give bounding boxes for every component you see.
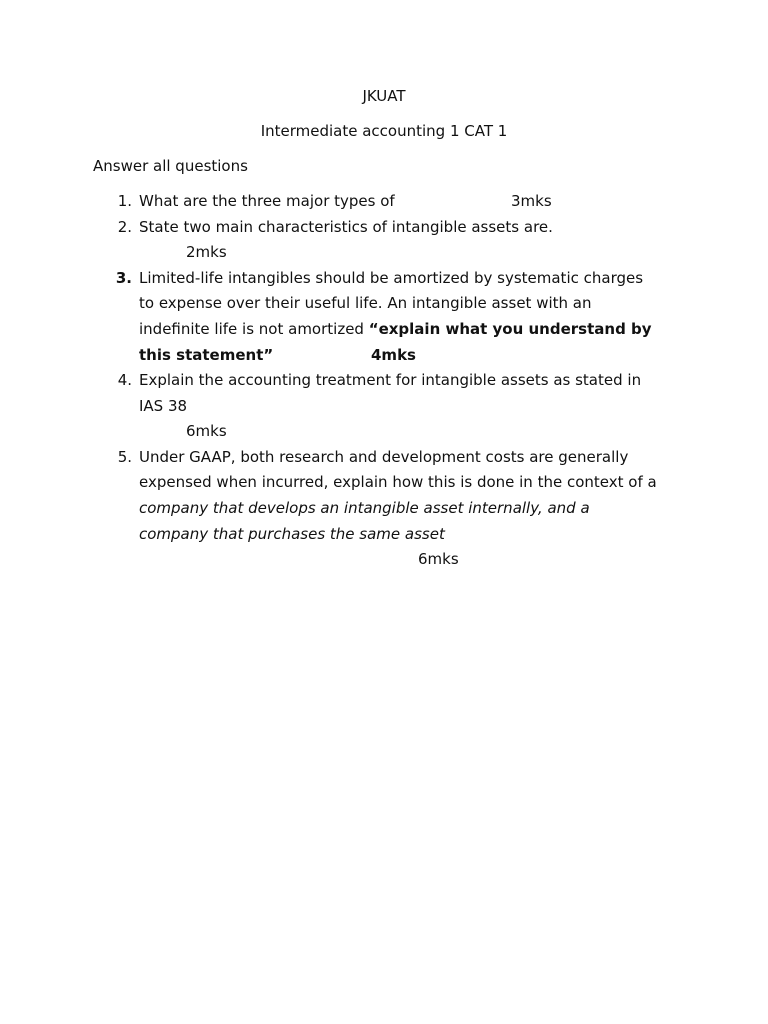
question-5-line-4: company that purchases the same asset (139, 525, 445, 543)
question-5-line-2: expensed when incurred, explain how this is done in the context of a (139, 473, 657, 491)
question-3-line-3 (139, 319, 652, 339)
question-5-line-1: Under GAAP, both research and development costs are generally (139, 448, 629, 466)
question-3-line-3-plain: indefinite life is not amortized (139, 320, 369, 338)
question-1-number: 1. (117, 192, 132, 210)
question-2-text: State two main characteristics of intangible assets are. (139, 218, 553, 236)
question-1-text: What are the three major types of (139, 192, 395, 210)
question-4-line-1: Explain the accounting treatment for intangible assets as stated in (139, 371, 642, 389)
question-4-number: 4. (117, 371, 132, 389)
question-3-line-1: Limited-life intangibles should be amortized by systematic charges (139, 269, 644, 287)
question-2-number: 2. (117, 218, 132, 236)
course-title: Intermediate accounting 1 CAT 1 (260, 122, 508, 140)
question-4-marks: 6mks (186, 422, 227, 440)
institution-title: JKUAT (362, 87, 406, 105)
question-3-line-4: this statement” (139, 346, 274, 364)
question-5-marks: 6mks (418, 550, 459, 568)
question-3-marks: 4mks (371, 346, 416, 364)
question-5-line-3: company that develops an intangible asset internally, and a (139, 499, 590, 517)
question-5-number: 5. (117, 448, 132, 466)
instructions: Answer all questions (93, 157, 248, 175)
question-3-line-3-bold: “explain what you understand by (368, 320, 652, 338)
question-2-marks: 2mks (186, 243, 227, 261)
question-3-number: 3. (115, 269, 132, 287)
question-4-line-2: IAS 38 (139, 397, 188, 415)
question-3-line-2: to expense over their useful life. An intangible asset with an (139, 294, 592, 312)
question-1-marks: 3mks (511, 192, 552, 210)
